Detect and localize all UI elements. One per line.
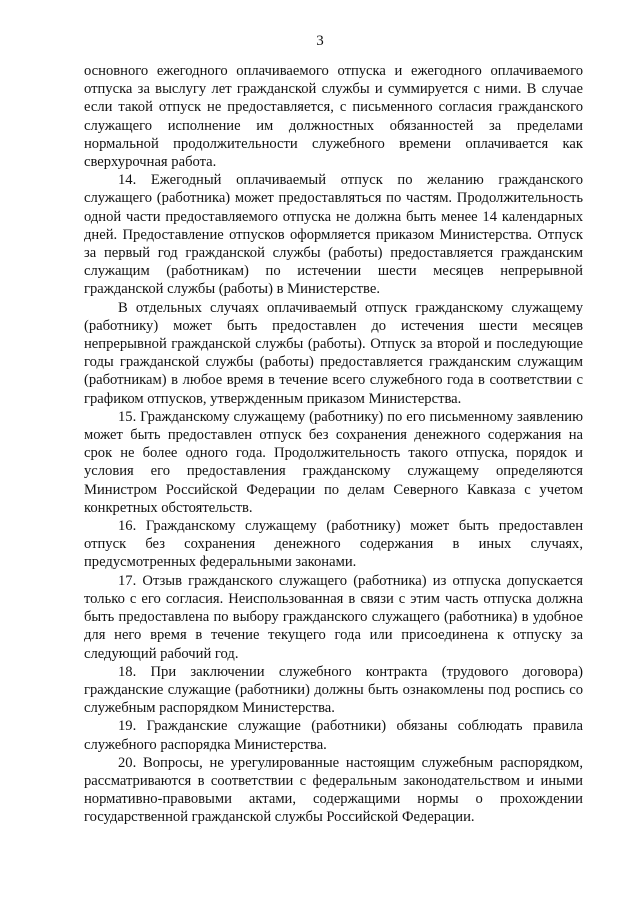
paragraph-15: 15. Гражданскому служащему (работнику) по его письменному заявлению может быть предоставлен отпуск без сохранения денежного содержания на срок не более одного года. Продолжительность такого отпуска, порядок и условия его предоставления гражданскому служащему определяются Министром Российской Федерации по делам Северного Кавказа с учетом конкретных обстоятельств. [84,408,583,516]
paragraph-20: 20. Вопросы, не урегулированные настоящим служебным распорядком, рассматриваются в соответствии с федеральным законодательством и иными нормативно-правовыми актами, содержащими нормы о прохождении государственной гражданской службы Российской Федерации. [84,754,583,826]
paragraph-18: 18. При заключении служебного контракта (трудового договора) гражданские служащие (работники) должны быть ознакомлены под роспись со служебным распорядком Министерства. [84,663,583,717]
paragraph-16: 16. Гражданскому служащему (работнику) может быть предоставлен отпуск без сохранения денежного содержания в иных случаях, предусмотренных федеральными законами. [84,518,583,571]
document-body [84,62,583,827]
paragraph-19: 19. Гражданские служащие (работники) обязаны соблюдать правила служебного распорядка Министерства. [84,718,583,753]
paragraph-14-cont: В отдельных случаях оплачиваемый отпуск гражданскому служащему (работнику) может быть предоставлен до истечения шести месяцев непрерывной гражданской службы (работы). Отпуск за второй и последующие годы гражданской службы (работы) предоставляется гражданским служащим (работникам) в любое время в течение всего служебного года в соответствии с графиком отпусков, утвержденным приказом Министерства. [84,299,583,407]
paragraph-continuation: основного ежегодного оплачиваемого отпуска и ежегодного оплачиваемого отпуска за выслугу лет гражданской службы и суммируется с ними. В случае если такой отпуск не предоставляется, с письменного согласия гражданского служащего исполнение им должностных обязанностей за пределами нормальной продолжительности служебного времени оплачивается как сверхурочная работа. [84,63,583,171]
page-number: 3 [316,33,324,49]
paragraph-14: 14. Ежегодный оплачиваемый отпуск по желанию гражданского служащего (работника) может предоставляться по частям. Продолжительность одной части предоставляемого отпуска не должна быть менее 14 календарных дней. Предоставление отпусков оформляется приказом Министерства. Отпуск за первый год гражданской службы (работы) предоставляется гражданским служащим (работникам) по истечении шести месяцев непрерывной гражданской службы (работы) в Министерстве. [84,172,583,298]
paragraph-17: 17. Отзыв гражданского служащего (работника) из отпуска допускается только с его согласия. Неиспользованная в связи с этим часть отпуска должна быть предоставлена по выбору гражданского служащего (работника) в удобное для него время в течение текущего года или присоединена к отпуску за следующий рабочий год. [84,572,583,662]
